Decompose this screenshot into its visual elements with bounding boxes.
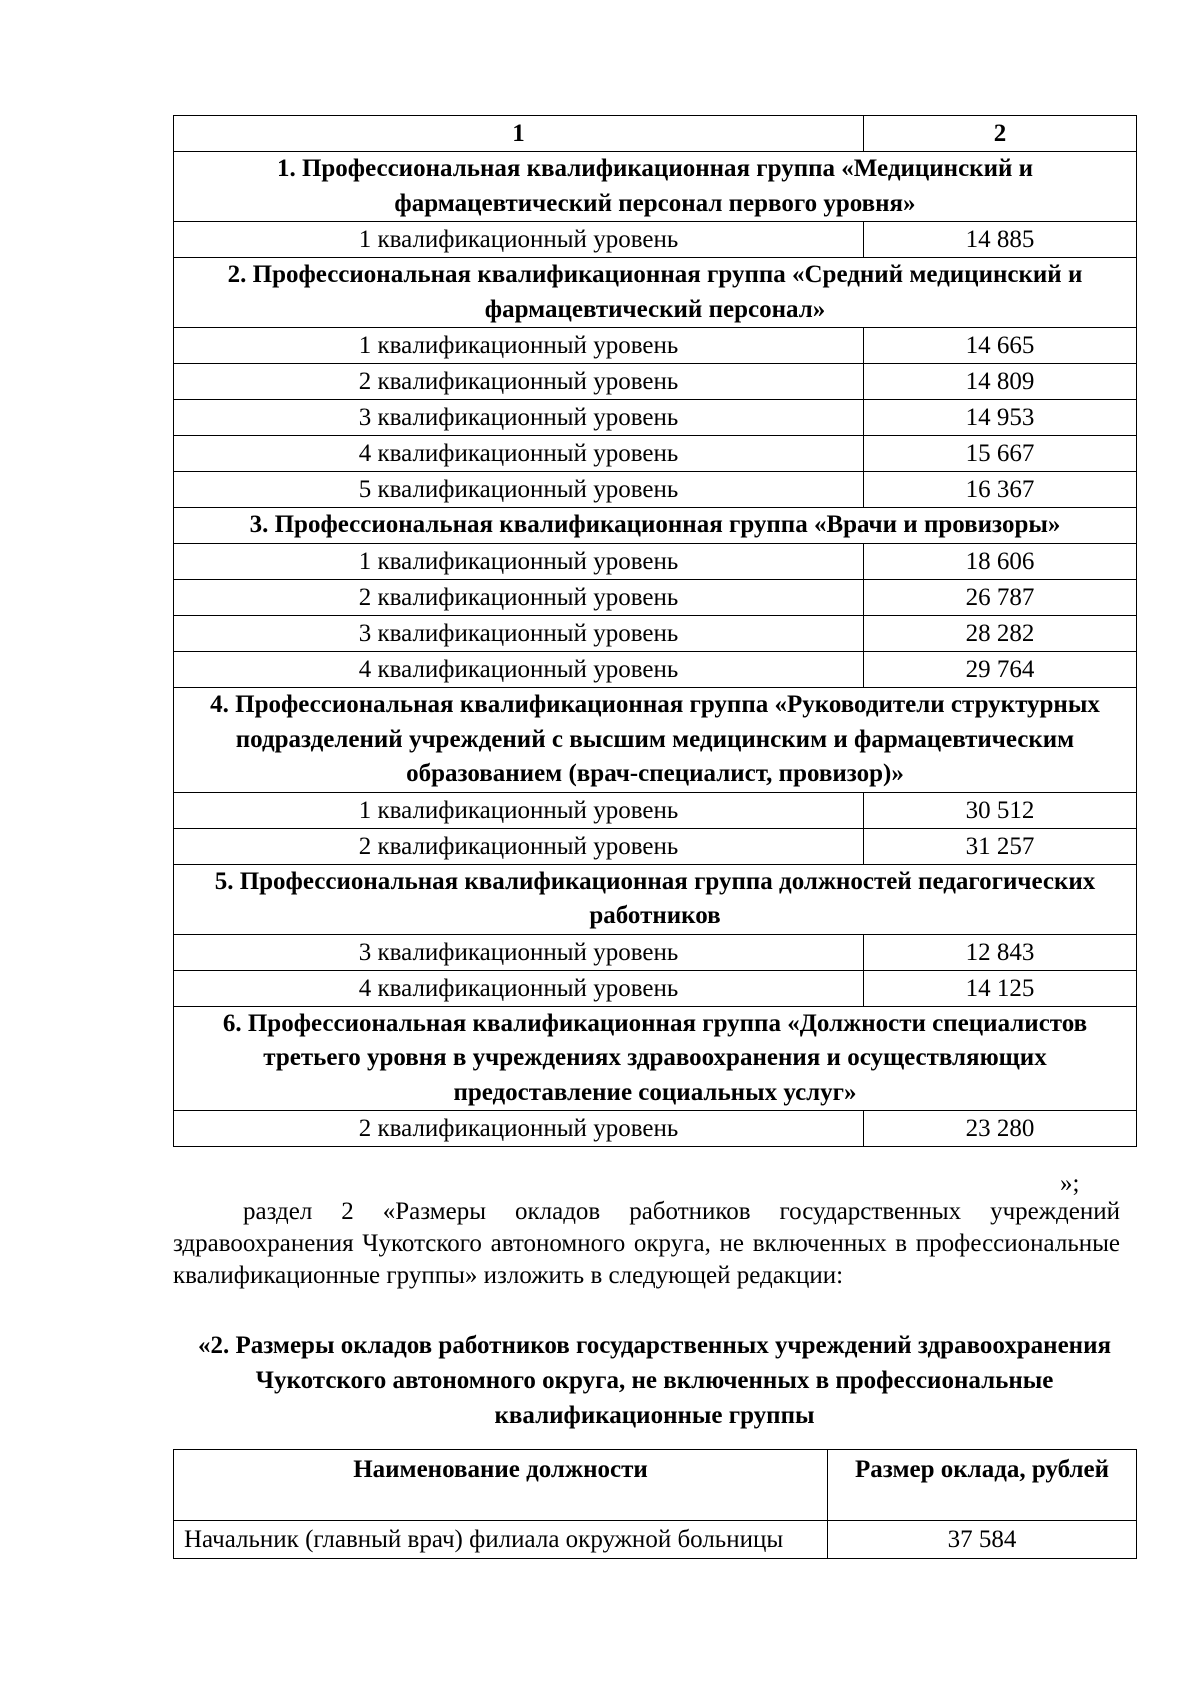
salary-table-groups — [173, 115, 1137, 1147]
salary-value: 14 665 — [864, 328, 1137, 364]
position-name: Начальник (главный врач) филиала окружной больницы — [174, 1521, 828, 1559]
qualification-level: 1 квалификационный уровень — [174, 544, 864, 580]
salary-value: 15 667 — [864, 436, 1137, 472]
group-title-row — [174, 688, 1137, 793]
table-header-row — [174, 1450, 1137, 1521]
salary-value: 31 257 — [864, 828, 1137, 864]
table-row — [174, 792, 1137, 828]
table-row — [174, 400, 1137, 436]
section-title: «2. Размеры окладов работников государственных учреждений здравоохранения Чукотского автономного округа, не включенных в профессиональные квалификационные группы — [197, 1332, 1112, 1429]
qualification-level: 2 квалификационный уровень — [174, 580, 864, 616]
group-title: 6. Профессиональная квалификационная группа «Должности специалистов третьего уровня в учреждениях здравоохранения и осуществляющих предоставление социальных услуг» — [174, 1006, 1137, 1111]
table-row — [174, 616, 1137, 652]
group-title: 5. Профессиональная квалификационная группа должностей педагогических работников — [174, 864, 1137, 934]
salary-value: 18 606 — [864, 544, 1137, 580]
table-row — [174, 544, 1137, 580]
table-row — [174, 364, 1137, 400]
qualification-level: 1 квалификационный уровень — [174, 792, 864, 828]
group-title: 3. Профессиональная квалификационная группа «Врачи и провизоры» — [174, 508, 1137, 544]
salary-table-other-body — [174, 1521, 1137, 1559]
qualification-level: 3 квалификационный уровень — [174, 400, 864, 436]
qualification-level: 2 квалификационный уровень — [174, 364, 864, 400]
salary-value: 37 584 — [828, 1521, 1137, 1559]
qualification-level: 1 квалификационный уровень — [174, 328, 864, 364]
table-row — [174, 1111, 1137, 1147]
salary-value: 14 809 — [864, 364, 1137, 400]
table-row — [174, 1521, 1137, 1559]
qualification-level: 2 квалификационный уровень — [174, 828, 864, 864]
group-title-row — [174, 152, 1137, 222]
qualification-level: 1 квалификационный уровень — [174, 222, 864, 258]
table-row — [174, 970, 1137, 1006]
table-row — [174, 934, 1137, 970]
salary-value: 12 843 — [864, 934, 1137, 970]
group-title: 4. Профессиональная квалификационная группа «Руководители структурных подразделений учреждений с высшим медицинским и фармацевтическим образованием (врач-специалист, провизор)» — [174, 688, 1137, 793]
column-header: 2 — [864, 116, 1137, 152]
salary-value: 29 764 — [864, 652, 1137, 688]
group-title: 2. Профессиональная квалификационная группа «Средний медицинский и фармацевтический персонал» — [174, 258, 1137, 328]
salary-table-body — [174, 116, 1137, 1147]
salary-value: 28 282 — [864, 616, 1137, 652]
qualification-level: 4 квалификационный уровень — [174, 436, 864, 472]
column-header-salary: Размер оклада, рублей — [828, 1450, 1137, 1521]
qualification-level: 3 квалификационный уровень — [174, 934, 864, 970]
qualification-level: 2 квалификационный уровень — [174, 1111, 864, 1147]
amendment-paragraph: раздел 2 «Размеры окладов работников государственных учреждений здравоохранения Чукотского автономного округа, не включенных в профессиональные квалификационные группы» изложить в следующей редакции: — [173, 1198, 1120, 1289]
table-row — [174, 472, 1137, 508]
group-title-row — [174, 864, 1137, 934]
salary-value: 16 367 — [864, 472, 1137, 508]
group-title-row — [174, 258, 1137, 328]
qualification-level: 3 квалификационный уровень — [174, 616, 864, 652]
column-header-position: Наименование должности — [174, 1450, 828, 1521]
salary-value: 23 280 — [864, 1111, 1137, 1147]
column-header: 1 — [174, 116, 864, 152]
table-row — [174, 328, 1137, 364]
group-title-row — [174, 1006, 1137, 1111]
table-row — [174, 222, 1137, 258]
table-row — [174, 580, 1137, 616]
salary-value: 14 885 — [864, 222, 1137, 258]
quote-closing: »; — [1060, 1170, 1080, 1197]
table-row — [174, 828, 1137, 864]
salary-value: 26 787 — [864, 580, 1137, 616]
qualification-level: 4 квалификационный уровень — [174, 652, 864, 688]
salary-value: 14 953 — [864, 400, 1137, 436]
salary-table-other — [173, 1449, 1137, 1559]
table-row — [174, 436, 1137, 472]
group-title-row — [174, 508, 1137, 544]
table-header-row — [174, 116, 1137, 152]
salary-value: 30 512 — [864, 792, 1137, 828]
qualification-level: 4 квалификационный уровень — [174, 970, 864, 1006]
group-title: 1. Профессиональная квалификационная группа «Медицинский и фармацевтический персонал первого уровня» — [174, 152, 1137, 222]
table-row — [174, 652, 1137, 688]
qualification-level: 5 квалификационный уровень — [174, 472, 864, 508]
salary-value: 14 125 — [864, 970, 1137, 1006]
